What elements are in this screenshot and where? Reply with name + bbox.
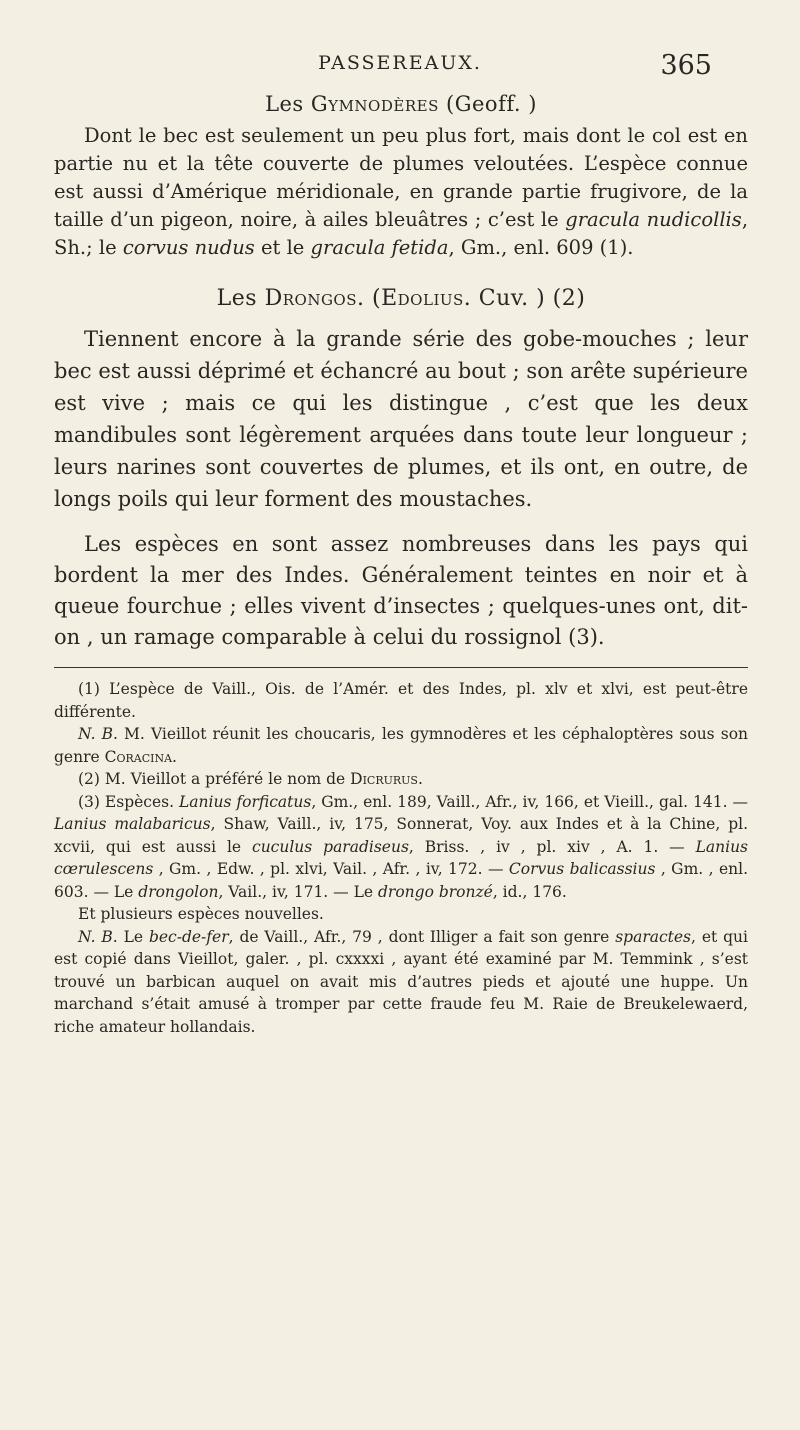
section-title-drongos bbox=[54, 286, 748, 311]
text-run: , Gm. , enl. 603. — Le bbox=[54, 860, 748, 901]
title-suffix: . Cuv. ) (2) bbox=[463, 286, 586, 311]
text-run: , Gm. , Edw. , pl. xlvi, Vail. , Afr. , iv, 172. — bbox=[153, 860, 509, 878]
title-genus: Edolius bbox=[381, 286, 464, 311]
footnote-divider bbox=[54, 667, 748, 668]
species-name: Lanius forficatus bbox=[179, 792, 312, 811]
section-title-gymnoderes bbox=[54, 92, 748, 116]
text-run: . bbox=[417, 770, 423, 788]
title-suffix: (Geoff. ) bbox=[438, 92, 537, 116]
footnotes bbox=[54, 678, 748, 1038]
nb-label: N. B. bbox=[78, 927, 118, 946]
species-name: Lanius malabaricus bbox=[54, 815, 211, 833]
title-mid: . ( bbox=[357, 286, 382, 311]
footnote-2 bbox=[54, 768, 748, 791]
text-run: , Shaw, Vaill., iv, 175, Sonnerat, Voy. aux Indes et à la Chine, pl. xcvii, qui est aussi le bbox=[54, 815, 749, 856]
title-name: Drongos bbox=[264, 286, 358, 311]
species-name: drongolon bbox=[138, 882, 219, 901]
text-run: , Gm., enl. 609 (1). bbox=[448, 236, 634, 259]
text-run: (3) Espèces. bbox=[78, 792, 180, 811]
text-run: , Briss. , iv , pl. xiv , A. 1. — bbox=[408, 837, 696, 856]
paragraph-drongos-species: Les espèces en sont assez nombreuses dans les pays qui bordent la mer des Indes. Généralement teintes en noir et à queue fourchue ; elles vivent d’insectes ; quelques-unes ont, dit-on , un ramage comparable à celui du rossignol (3). bbox=[54, 532, 748, 649]
text-run: , et qui est copié dans Vieillot, galer. , pl. cxxxxi , ayant été examiné par M. Temmink , s’est trouvé un barbican auquel on avait mis d’autres pieds et ajouté une huppe. Un marchand s’était amusé à tromper par cette fraude feu M. Raie de Breukelewaerd, riche amateur hollandais. bbox=[54, 927, 748, 1036]
paragraph-drongos-description: Tiennent encore à la grande série des gobe-mouches ; leur bec est aussi déprimé et échancré au bout ; son arête supérieure est vive ; mais ce qui les distingue , c’est que les deux mandibules sont légèrement arquées dans toute leur longueur ; leurs narines sont couvertes de plumes, et ils ont, en outre, de longs poils qui leur forment des moustaches. bbox=[54, 327, 748, 511]
text-run: Dont le bec est seulement un peu plus fort, mais dont le col est en partie nu et la tête couverte de plumes veloutées. L’espèce connue est aussi d’Amérique méridionale, en grande partie frugivore, de la taille d’un pigeon, noire, à ailes bleuâtres ; c’est le bbox=[54, 124, 748, 231]
species-name: Lanius cœrulescens bbox=[54, 837, 749, 878]
text-run: Le bbox=[117, 927, 149, 946]
genus-name: Dicrurus bbox=[350, 770, 418, 788]
paragraph-gymnoderes bbox=[54, 122, 748, 262]
text-run: M. Vieillot réunit les choucaris, les gymnodères et les céphaloptères sous son genre bbox=[54, 725, 749, 766]
footnote-1: (1) L’espèce de Vaill., Ois. de l’Amér. et des Indes, pl. xlv et xlvi, est peut-être différente. bbox=[54, 680, 748, 721]
species-name: bec-de-fer bbox=[148, 927, 229, 946]
running-head: PASSEREAUX. bbox=[318, 52, 482, 74]
page-number: 365 bbox=[660, 50, 712, 81]
footnote-nb-1 bbox=[54, 723, 748, 768]
title-prefix: Les bbox=[265, 92, 311, 116]
text-run: , Sh.; le bbox=[54, 208, 749, 259]
nb-label: N. B. bbox=[78, 725, 118, 743]
page-header bbox=[0, 50, 800, 86]
species-name: drongo bronzé bbox=[378, 882, 493, 901]
footnote-nb-2 bbox=[54, 926, 748, 1039]
text-run: . bbox=[172, 747, 177, 766]
text-run: , de Vaill., Afr., 79 , dont Illiger a fait son genre bbox=[228, 927, 616, 946]
species-name: sparactes bbox=[615, 927, 692, 946]
species-name: cuculus paradiseus bbox=[252, 837, 409, 856]
species-name: Corvus balicassius bbox=[508, 860, 656, 878]
text-run: et le bbox=[254, 236, 311, 259]
text-run: , Gm., enl. 189, Vaill., Afr., iv, 166, et Vieill., gal. 141. — bbox=[311, 792, 748, 811]
title-prefix: Les bbox=[216, 286, 265, 311]
genus-name: Coracina bbox=[104, 747, 173, 766]
text-run: (2) M. Vieillot a préféré le nom de bbox=[78, 770, 351, 788]
species-name: corvus nudus bbox=[122, 236, 255, 259]
title-name: Gymnodères bbox=[310, 92, 439, 116]
species-name: gracula nudicollis bbox=[565, 208, 742, 231]
text-run: , Vail., iv, 171. — Le bbox=[218, 882, 378, 901]
text-body bbox=[54, 92, 748, 1038]
species-name: gracula fetida bbox=[310, 236, 449, 259]
text-run: , id., 176. bbox=[492, 882, 567, 901]
footnote-3 bbox=[54, 791, 748, 904]
footnote-4: Et plusieurs espèces nouvelles. bbox=[78, 905, 324, 923]
